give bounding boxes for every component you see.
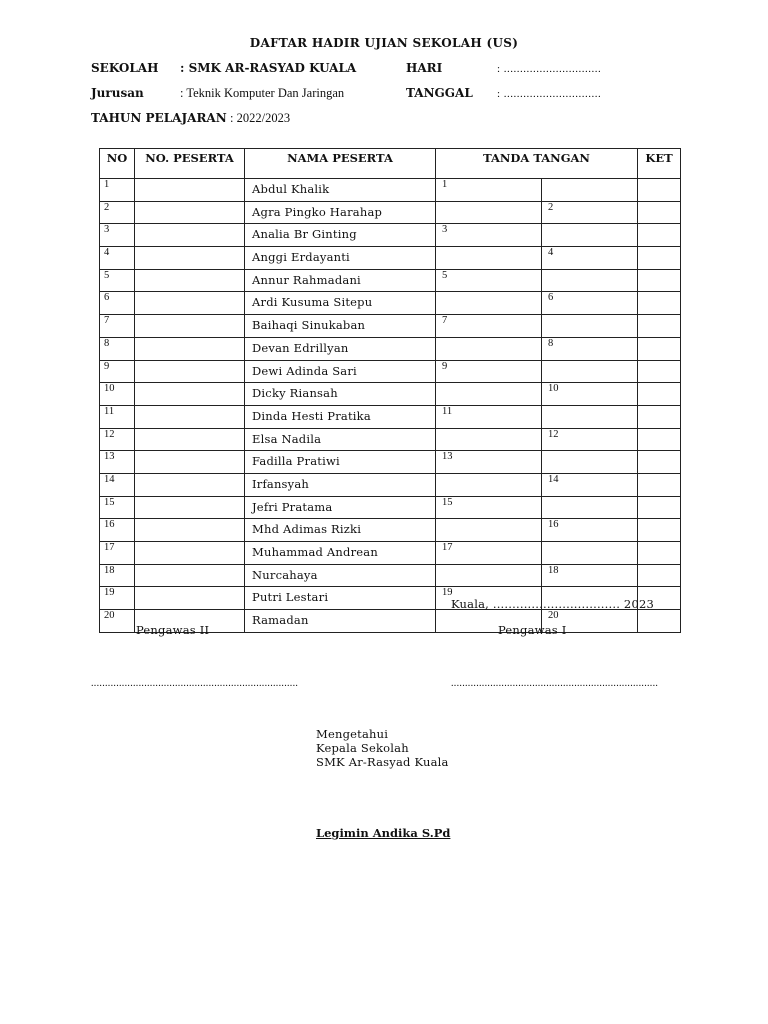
ket-cell	[638, 315, 681, 338]
ket-cell	[638, 224, 681, 247]
signature-cell-left	[436, 383, 542, 406]
table-row	[100, 292, 681, 315]
place-date: Kuala, ................................. 2023	[451, 597, 655, 611]
ket-cell	[638, 383, 681, 406]
row-number: 17	[100, 542, 135, 565]
mengetahui-line: Mengetahui	[316, 727, 389, 741]
pengawas-2-signature-line: ..........................................................................	[91, 678, 299, 689]
ket-cell	[638, 247, 681, 270]
student-name: Agra Pingko Harahap	[245, 201, 436, 224]
table-row	[100, 473, 681, 496]
ket-cell	[638, 201, 681, 224]
ket-cell	[638, 337, 681, 360]
signature-cell-right	[542, 360, 638, 383]
signature-cell-right: 12	[542, 428, 638, 451]
signature-cell-right	[542, 315, 638, 338]
row-number: 20	[100, 610, 135, 633]
row-number: 6	[100, 292, 135, 315]
no-peserta-cell	[135, 542, 245, 565]
signature-cell-left: 11	[436, 405, 542, 428]
no-peserta-cell	[135, 496, 245, 519]
kepala-sekolah-name: Legimin Andika S.Pd	[316, 826, 451, 840]
signature-cell-right: 14	[542, 473, 638, 496]
no-peserta-cell	[135, 360, 245, 383]
no-peserta-cell	[135, 519, 245, 542]
sekolah-value: : SMK AR-RASYAD KUALA	[180, 61, 357, 75]
hari-value-text: : ..............................	[497, 63, 602, 75]
ket-cell	[638, 360, 681, 383]
kepala-sekolah-line: Kepala Sekolah	[316, 741, 409, 755]
jurusan-value: : Teknik Komputer Dan Jaringan	[180, 86, 345, 100]
student-name: Ramadan	[245, 610, 436, 633]
signature-cell-right	[542, 405, 638, 428]
table-row	[100, 224, 681, 247]
row-number: 14	[100, 473, 135, 496]
tanggal-value	[497, 86, 601, 100]
signature-cell-left: 5	[436, 269, 542, 292]
signature-cell-left: 17	[436, 542, 542, 565]
row-number: 18	[100, 564, 135, 587]
row-number: 4	[100, 247, 135, 270]
header-no-peserta: NO. PESERTA	[135, 149, 245, 179]
no-peserta-cell	[135, 564, 245, 587]
student-name: Dewi Adinda Sari	[245, 360, 436, 383]
signature-cell-right: 10	[542, 383, 638, 406]
row-number: 8	[100, 337, 135, 360]
signature-cell-left: 9	[436, 360, 542, 383]
no-peserta-cell	[135, 383, 245, 406]
signature-cell-right: 6	[542, 292, 638, 315]
table-row	[100, 179, 681, 202]
table-row	[100, 564, 681, 587]
no-peserta-cell	[135, 269, 245, 292]
no-peserta-cell	[135, 587, 245, 610]
student-name: Fadilla Pratiwi	[245, 451, 436, 474]
no-peserta-cell	[135, 201, 245, 224]
student-name: Mhd Adimas Rizki	[245, 519, 436, 542]
signature-cell-left: 1	[436, 179, 542, 202]
signature-cell-left	[436, 473, 542, 496]
row-number: 5	[100, 269, 135, 292]
header-no: NO	[100, 149, 135, 179]
signature-cell-right: 18	[542, 564, 638, 587]
signature-cell-right: 4	[542, 247, 638, 270]
row-number: 11	[100, 405, 135, 428]
no-peserta-cell	[135, 451, 245, 474]
row-number: 7	[100, 315, 135, 338]
student-name: Nurcahaya	[245, 564, 436, 587]
student-name: Dicky Riansah	[245, 383, 436, 406]
sekolah-label: SEKOLAH	[91, 61, 159, 75]
row-number: 2	[100, 201, 135, 224]
row-number: 1	[100, 179, 135, 202]
ket-cell	[638, 428, 681, 451]
attendance-table	[99, 148, 681, 633]
no-peserta-cell	[135, 247, 245, 270]
signature-cell-left: 7	[436, 315, 542, 338]
signature-cell-left	[436, 247, 542, 270]
student-name: Muhammad Andrean	[245, 542, 436, 565]
table-header-row	[100, 149, 681, 179]
student-name: Analia Br Ginting	[245, 224, 436, 247]
row-number: 19	[100, 587, 135, 610]
student-name: Baihaqi Sinukaban	[245, 315, 436, 338]
table-row	[100, 496, 681, 519]
table-row	[100, 201, 681, 224]
signature-cell-right: 8	[542, 337, 638, 360]
ket-cell	[638, 269, 681, 292]
ket-cell	[638, 405, 681, 428]
row-number: 3	[100, 224, 135, 247]
row-number: 12	[100, 428, 135, 451]
student-name: Devan Edrillyan	[245, 337, 436, 360]
signature-cell-right	[542, 224, 638, 247]
no-peserta-cell	[135, 473, 245, 496]
signature-cell-right	[542, 496, 638, 519]
row-number: 13	[100, 451, 135, 474]
student-name: Anggi Erdayanti	[245, 247, 436, 270]
signature-cell-right	[542, 542, 638, 565]
table-row	[100, 315, 681, 338]
signature-cell-left	[436, 564, 542, 587]
signature-cell-right: 2	[542, 201, 638, 224]
student-name: Jefri Pratama	[245, 496, 436, 519]
row-number: 16	[100, 519, 135, 542]
header-nama-peserta: NAMA PESERTA	[245, 149, 436, 179]
row-number: 15	[100, 496, 135, 519]
table-row	[100, 360, 681, 383]
ket-cell	[638, 519, 681, 542]
ket-cell	[638, 451, 681, 474]
header-tanda-tangan: TANDA TANGAN	[436, 149, 638, 179]
signature-cell-left	[436, 519, 542, 542]
hari-value	[497, 61, 601, 75]
no-peserta-cell	[135, 224, 245, 247]
signature-cell-left	[436, 337, 542, 360]
student-name: Ardi Kusuma Sitepu	[245, 292, 436, 315]
no-peserta-cell	[135, 428, 245, 451]
signature-cell-left	[436, 292, 542, 315]
student-name: Putri Lestari	[245, 587, 436, 610]
ket-cell	[638, 473, 681, 496]
tanggal-label: TANGGAL	[406, 86, 473, 100]
ket-cell	[638, 542, 681, 565]
pengawas-2-label: Pengawas II	[136, 623, 210, 637]
pengawas-1-label: Pengawas I	[498, 623, 567, 637]
signature-cell-left	[436, 428, 542, 451]
row-number: 10	[100, 383, 135, 406]
ket-cell	[638, 179, 681, 202]
no-peserta-cell	[135, 405, 245, 428]
signature-cell-left: 13	[436, 451, 542, 474]
document-title: DAFTAR HADIR UJIAN SEKOLAH (US)	[249, 36, 519, 50]
signature-cell-right: 16	[542, 519, 638, 542]
table-row	[100, 428, 681, 451]
jurusan-label: Jurusan	[91, 86, 144, 100]
table-row	[100, 247, 681, 270]
table-row	[100, 383, 681, 406]
ket-cell	[638, 496, 681, 519]
table-row	[100, 405, 681, 428]
student-name: Irfansyah	[245, 473, 436, 496]
ket-cell	[638, 610, 681, 633]
tahun-pelajaran-value: : 2022/2023	[230, 111, 291, 125]
no-peserta-cell	[135, 292, 245, 315]
no-peserta-cell	[135, 315, 245, 338]
table-row	[100, 269, 681, 292]
no-peserta-cell	[135, 337, 245, 360]
signature-cell-left: 3	[436, 224, 542, 247]
student-name: Dinda Hesti Pratika	[245, 405, 436, 428]
header-ket: KET	[638, 149, 681, 179]
table-row	[100, 542, 681, 565]
no-peserta-cell	[135, 179, 245, 202]
signature-cell-right: 20	[542, 610, 638, 633]
signature-cell-left	[436, 201, 542, 224]
school-name-line: SMK Ar-Rasyad Kuala	[316, 755, 449, 769]
signature-cell-right	[542, 451, 638, 474]
ket-cell	[638, 564, 681, 587]
row-number: 9	[100, 360, 135, 383]
table-row	[100, 451, 681, 474]
table-row	[100, 519, 681, 542]
pengawas-1-signature-line: ..........................................................................	[451, 678, 659, 689]
table-row	[100, 337, 681, 360]
student-name: Annur Rahmadani	[245, 269, 436, 292]
signature-cell-left: 15	[436, 496, 542, 519]
tahun-pelajaran-label: TAHUN PELAJARAN	[91, 111, 227, 125]
hari-label: HARI	[406, 61, 443, 75]
student-name: Elsa Nadila	[245, 428, 436, 451]
signature-cell-right	[542, 269, 638, 292]
signature-cell-left: 19	[436, 587, 542, 610]
signature-cell-right	[542, 179, 638, 202]
tanggal-value-text: : ..............................	[497, 88, 602, 100]
ket-cell	[638, 292, 681, 315]
mengetahui-block	[316, 727, 449, 769]
student-name: Abdul Khalik	[245, 179, 436, 202]
